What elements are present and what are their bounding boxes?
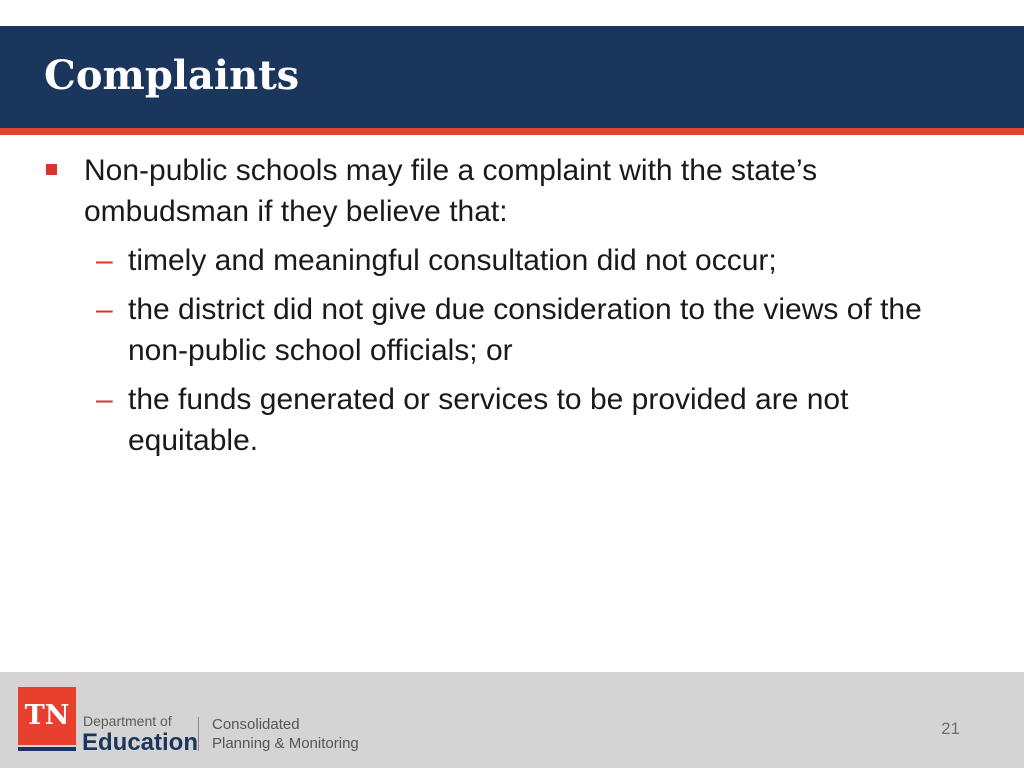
office-name-line1: Consolidated bbox=[212, 716, 300, 733]
tn-logo bbox=[18, 687, 76, 751]
main-bullet bbox=[44, 150, 974, 232]
sub-bullet-item bbox=[44, 379, 974, 461]
dash-bullet-icon: – bbox=[96, 293, 113, 326]
department-label: Department of bbox=[83, 713, 172, 729]
square-bullet-icon bbox=[46, 164, 57, 175]
education-label: Education bbox=[82, 729, 199, 756]
sub-bullet-text: the funds generated or services to be provided are not equitable. bbox=[128, 383, 849, 457]
sub-bullet-item bbox=[44, 289, 974, 371]
sub-bullet-text: timely and meaningful consultation did not occur; bbox=[128, 244, 777, 277]
dash-bullet-icon: – bbox=[96, 244, 113, 277]
page-number: 21 bbox=[941, 719, 960, 738]
slide-content bbox=[44, 150, 974, 469]
main-bullet-text: Non-public schools may file a complaint with the state’s ombudsman if they believe that: bbox=[84, 154, 818, 228]
tn-logo-underline bbox=[18, 747, 76, 751]
dash-bullet-icon: – bbox=[96, 383, 113, 416]
title-accent-stripe bbox=[0, 128, 1024, 135]
sub-bullet-text: the district did not give due consideration to the views of the non-public school officials; or bbox=[128, 293, 922, 367]
slide-title: Complaints bbox=[44, 52, 300, 99]
footer-divider bbox=[198, 717, 199, 751]
tn-logo-mark: TN bbox=[18, 687, 76, 745]
office-name-line2: Planning & Monitoring bbox=[212, 735, 359, 752]
sub-bullet-list bbox=[44, 240, 974, 461]
sub-bullet-item bbox=[44, 240, 974, 281]
